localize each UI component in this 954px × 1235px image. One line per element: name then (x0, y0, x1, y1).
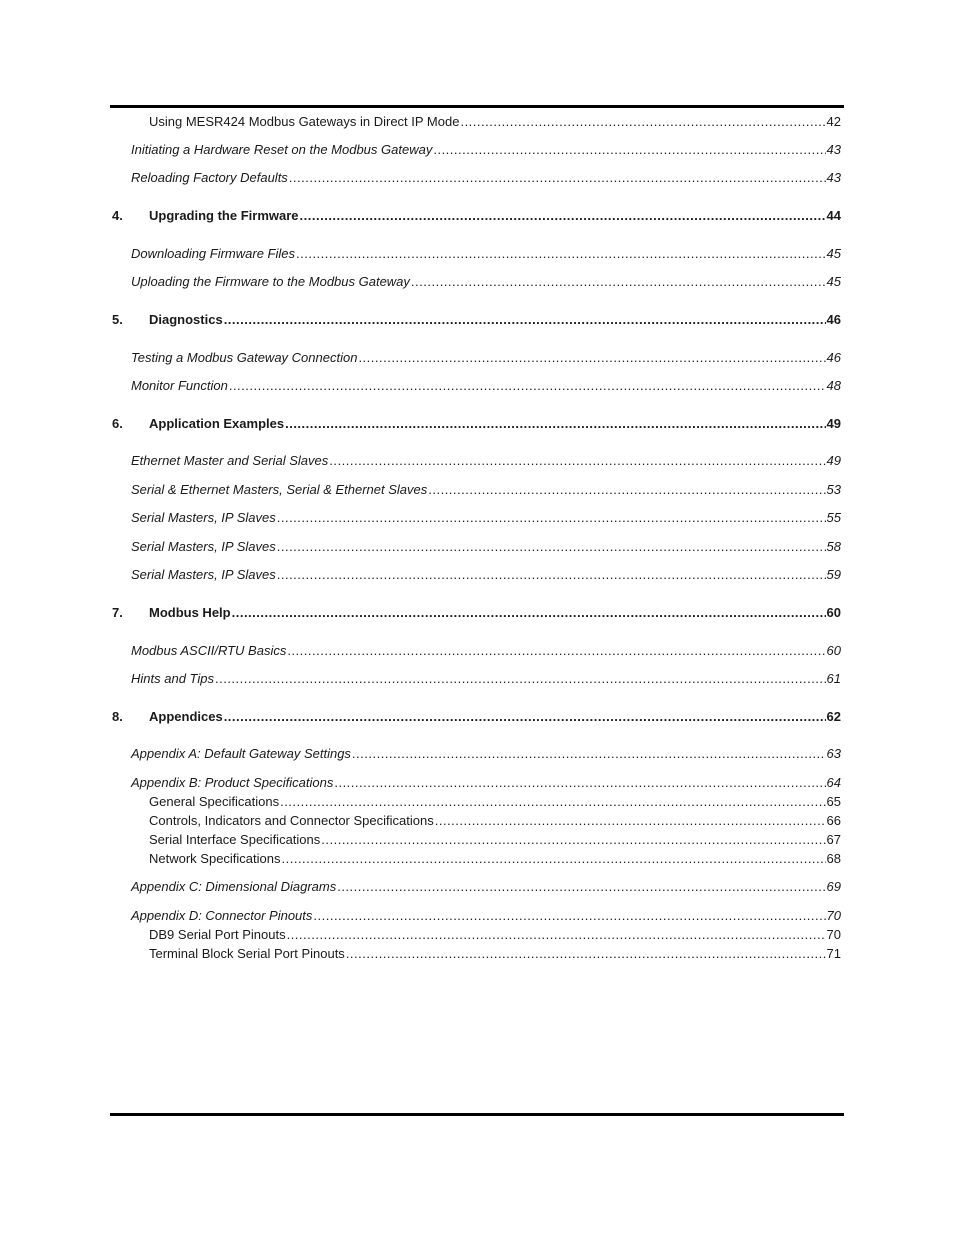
toc-entry-page: 58 (826, 539, 841, 554)
toc-entry-title: Serial Interface Specifications (149, 832, 321, 847)
toc-entry-page: 59 (826, 567, 841, 582)
toc-entry-page: 42 (826, 114, 841, 129)
toc-entry-title: Serial Masters, IP Slaves (131, 510, 276, 525)
toc-entry-title: Modbus ASCII/RTU Basics (131, 643, 287, 658)
toc-entry-hints-and-tips[interactable] (131, 671, 841, 687)
toc-entry-serial-masters-ip-slaves[interactable] (131, 567, 841, 583)
toc-entry-page: 45 (826, 274, 841, 289)
toc-leader-dots (358, 350, 825, 366)
toc-entry-title: Monitor Function (131, 378, 228, 393)
toc-chapter-number: 6. (112, 416, 123, 431)
toc-entry-direct-ip-mode[interactable] (149, 114, 841, 130)
toc-entry-page: 45 (826, 246, 841, 261)
toc-entry-page: 68 (826, 851, 841, 866)
toc-leader-dots (224, 709, 826, 725)
toc-entry-network-specifications[interactable] (149, 851, 841, 867)
toc-leader-dots (229, 378, 826, 394)
toc-entry-page: 63 (826, 746, 841, 761)
toc-chapter-modbus-help[interactable] (112, 605, 841, 621)
toc-entry-title: Appendix B: Product Specifications (131, 775, 334, 790)
toc-entry-title: Controls, Indicators and Connector Specifications (149, 813, 434, 828)
toc-entry-title: Appendix C: Dimensional Diagrams (131, 879, 337, 894)
toc-leader-dots (313, 908, 825, 924)
toc-entry-general-specifications[interactable] (149, 794, 841, 810)
toc-leader-dots (435, 813, 826, 829)
toc-entry-page: 69 (826, 879, 841, 894)
toc-leader-dots (337, 879, 825, 895)
toc-entry-title: Network Specifications (149, 851, 281, 866)
toc-leader-dots (296, 246, 826, 262)
toc-leader-dots (433, 142, 825, 158)
toc-entry-page: 61 (826, 671, 841, 686)
toc-entry-title: Appendix D: Connector Pinouts (131, 908, 313, 923)
toc-chapter-number: 7. (112, 605, 123, 620)
toc-chapter-diagnostics[interactable] (112, 312, 841, 328)
toc-entry-appendix-d[interactable] (131, 908, 841, 924)
toc-entry-title: Uploading the Firmware to the Modbus Gateway (131, 274, 410, 289)
toc-entry-title: Appendices (149, 709, 223, 724)
toc-leader-dots (277, 539, 826, 555)
toc-entry-page: 60 (826, 643, 841, 658)
toc-leader-dots (287, 643, 825, 659)
toc-entry-downloading-firmware[interactable] (131, 246, 841, 262)
toc-leader-dots (224, 312, 826, 328)
toc-chapter-number: 8. (112, 709, 123, 724)
toc-entry-title: Ethernet Master and Serial Slaves (131, 453, 329, 468)
toc-chapter-appendices[interactable] (112, 709, 841, 725)
toc-leader-dots (411, 274, 826, 290)
toc-chapter-number: 5. (112, 312, 123, 327)
toc-entry-page: 65 (826, 794, 841, 809)
toc-leader-dots (352, 746, 826, 762)
toc-entry-page: 55 (826, 510, 841, 525)
toc-entry-page: 70 (826, 908, 841, 923)
toc-entry-factory-defaults[interactable] (131, 170, 841, 186)
toc-entry-page: 46 (826, 350, 841, 365)
toc-entry-modbus-ascii-rtu-basics[interactable] (131, 643, 841, 659)
toc-entry-title: Diagnostics (149, 312, 223, 327)
toc-leader-dots (277, 567, 826, 583)
toc-entry-page: 71 (826, 946, 841, 961)
toc-leader-dots (232, 605, 826, 621)
toc-chapter-upgrading-firmware[interactable] (112, 208, 841, 224)
toc-entry-title: Reloading Factory Defaults (131, 170, 288, 185)
toc-leader-dots (215, 671, 826, 687)
toc-leader-dots (287, 927, 826, 943)
toc-entry-controls-indicators-connector[interactable] (149, 813, 841, 829)
toc-entry-hardware-reset[interactable] (131, 142, 841, 158)
toc-entry-page: 48 (826, 378, 841, 393)
toc-entry-title: Initiating a Hardware Reset on the Modbus Gateway (131, 142, 433, 157)
toc-entry-serial-masters-ip-slaves[interactable] (131, 510, 841, 526)
toc-entry-monitor-function[interactable] (131, 378, 841, 394)
toc-entry-title: Modbus Help (149, 605, 231, 620)
toc-entry-title: Serial Masters, IP Slaves (131, 567, 276, 582)
toc-entry-page: 53 (826, 482, 841, 497)
toc-leader-dots (280, 794, 825, 810)
toc-leader-dots (460, 114, 825, 130)
toc-entry-appendix-a[interactable] (131, 746, 841, 762)
toc-entry-db9-serial-port-pinouts[interactable] (149, 927, 841, 943)
toc-leader-dots (334, 775, 825, 791)
toc-entry-title: Appendix A: Default Gateway Settings (131, 746, 351, 761)
toc-entry-page: 43 (826, 170, 841, 185)
toc-entry-title: Testing a Modbus Gateway Connection (131, 350, 358, 365)
toc-leader-dots (321, 832, 825, 848)
toc-entry-title: Hints and Tips (131, 671, 214, 686)
toc-entry-serial-ethernet-masters-slaves[interactable] (131, 482, 841, 498)
toc-leader-dots (428, 482, 825, 498)
toc-entry-title: DB9 Serial Port Pinouts (149, 927, 286, 942)
toc-entry-terminal-block-pinouts[interactable] (149, 946, 841, 962)
toc-entry-serial-interface-specifications[interactable] (149, 832, 841, 848)
toc-leader-dots (300, 208, 826, 224)
bottom-rule (110, 1113, 844, 1116)
toc-entry-title: Application Examples (149, 416, 285, 431)
toc-entry-testing-connection[interactable] (131, 350, 841, 366)
toc-leader-dots (285, 416, 825, 432)
toc-leader-dots (329, 453, 825, 469)
toc-entry-page: 62 (826, 709, 841, 724)
toc-entry-title: Upgrading the Firmware (149, 208, 299, 223)
toc-entry-title: Using MESR424 Modbus Gateways in Direct IP Mode (149, 114, 460, 129)
toc-entry-page: 66 (826, 813, 841, 828)
toc-leader-dots (277, 510, 826, 526)
toc-entry-page: 67 (826, 832, 841, 847)
toc-entry-title: Serial & Ethernet Masters, Serial & Ethernet Slaves (131, 482, 428, 497)
toc-entry-page: 46 (826, 312, 841, 327)
toc-chapter-number: 4. (112, 208, 123, 223)
toc-entry-page: 43 (826, 142, 841, 157)
toc-entry-page: 64 (826, 775, 841, 790)
toc-leader-dots (282, 851, 826, 867)
toc-entry-ethernet-master-serial-slaves[interactable] (131, 453, 841, 469)
toc-entry-title: Terminal Block Serial Port Pinouts (149, 946, 345, 961)
toc-entry-page: 49 (826, 453, 841, 468)
toc-chapter-application-examples[interactable] (112, 416, 841, 432)
toc-entry-title: General Specifications (149, 794, 280, 809)
toc-leader-dots (346, 946, 826, 962)
toc-entry-serial-masters-ip-slaves[interactable] (131, 539, 841, 555)
toc-entry-appendix-b[interactable] (131, 775, 841, 791)
toc-entry-uploading-firmware[interactable] (131, 274, 841, 290)
toc-entry-appendix-c[interactable] (131, 879, 841, 895)
toc-entry-page: 49 (826, 416, 841, 431)
toc-entry-title: Serial Masters, IP Slaves (131, 539, 276, 554)
toc-entry-title: Downloading Firmware Files (131, 246, 295, 261)
toc-entry-page: 44 (826, 208, 841, 223)
toc-entry-page: 70 (826, 927, 841, 942)
top-rule (110, 105, 844, 108)
toc-entry-page: 60 (826, 605, 841, 620)
toc-leader-dots (289, 170, 826, 186)
